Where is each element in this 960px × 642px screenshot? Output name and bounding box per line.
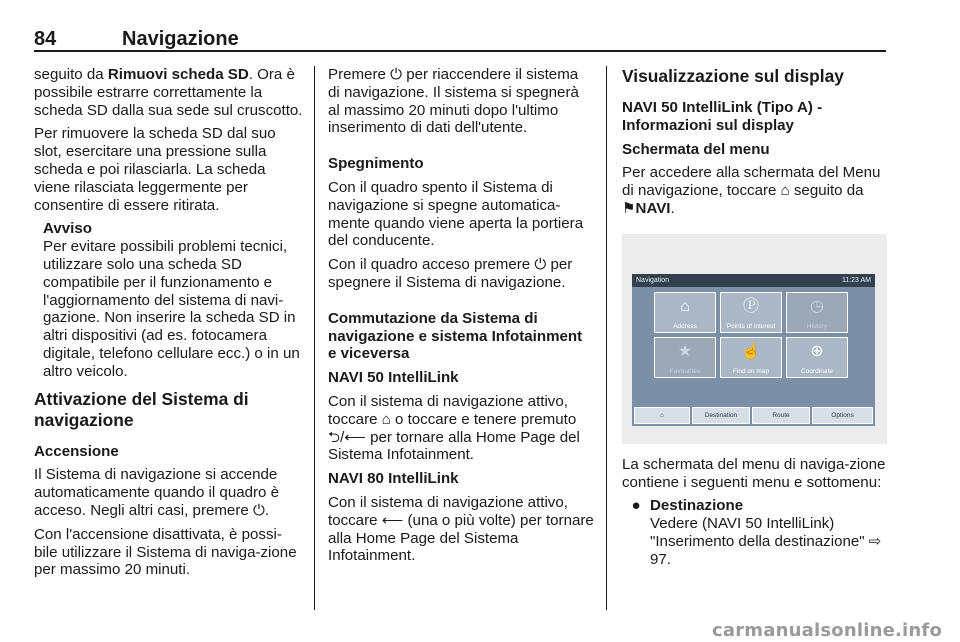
notice-box xyxy=(34,220,304,380)
paragraph: Con l'accensione disattivata, è possi-bile utilizzare il Sistema di naviga-zione per massimo 20 minuti. xyxy=(34,525,297,579)
page-number: 84 xyxy=(34,28,57,50)
menu-term: Rimuovi scheda SD xyxy=(107,66,249,83)
column-divider-2 xyxy=(606,66,607,610)
paragraph: Con il quadro spento il Sistema di navigazione si spegne automatica-mente quando viene aperta la portiera del conducente. xyxy=(328,178,584,250)
column-2 xyxy=(328,66,594,571)
list-item xyxy=(622,497,890,568)
list-item-text: Vedere (NAVI 50 IntelliLink) "Inserimento della destinazione" ⇨ 97. xyxy=(650,515,882,568)
address-tile: ⌂ Address xyxy=(654,292,716,333)
notice-text: Per evitare possibili problemi tecnici, utilizzare solo una scheda SD compatibile per il funzionamento e l'aggiornamento del sistema di navi-gazione. Non inserire la scheda SD in altri dispositivi (ad es. fotocamera digitale, telefono cellulare ecc.) o in un altro veicolo. xyxy=(43,238,300,380)
paragraph: Con il sistema di navigazione attivo, toccare ⟵ (una o più volte) per tornare alla Home Page del Sistema Infotainment. xyxy=(328,493,594,565)
star-icon: ★ xyxy=(677,342,693,360)
navigation-menu-screenshot xyxy=(622,234,887,444)
coordinate-tile: ⊕ Coordinate xyxy=(786,337,848,378)
nav-clock: 11:23 AM xyxy=(841,276,871,284)
subheading: Accensione xyxy=(34,442,119,460)
clock-icon: ◷ xyxy=(810,297,824,315)
watermark: carmanualsonline.info xyxy=(712,620,943,641)
section-heading: Visualizzazione sul display xyxy=(622,66,844,86)
column-3 xyxy=(622,66,890,569)
subheading: Spegnimento xyxy=(328,155,424,173)
options-tab: Options xyxy=(812,407,873,424)
subheading: Commutazione da Sistema di navigazione e sistema Infotainment e viceversa xyxy=(328,309,583,363)
bullet: ● xyxy=(631,497,641,515)
favourites-tile: ★ Favourites xyxy=(654,337,716,378)
paragraph: Per rimuovere la scheda SD dal suo slot, esercitare una pressione sulla scheda e poi rilasciarla. La scheda viene rilasciata leggermente per consentire di essere ritirata. xyxy=(34,125,276,214)
paragraph: Con il quadro acceso premere ⏻ per spegnere il Sistema di navigazione. xyxy=(328,256,573,291)
nav-screen-title: Navigation xyxy=(636,276,670,284)
column-1 xyxy=(34,66,304,585)
subheading: NAVI 50 IntelliLink xyxy=(328,369,459,387)
nav-status-bar xyxy=(632,274,875,287)
column-divider-1 xyxy=(314,66,315,610)
subheading: NAVI 50 IntelliLink (Tipo A) - Informazioni sul display xyxy=(622,99,823,134)
subheading: NAVI 80 IntelliLink xyxy=(328,470,459,488)
paragraph: La schermata del menu di naviga-zione contiene i seguenti menu e sottomenu: xyxy=(622,455,886,491)
paragraph: Il Sistema di navigazione si accende automaticamente quando il quadro è acceso. Negli altri casi, premere ⏻. xyxy=(34,466,280,519)
section-heading: Attivazione del Sistema di navigazione xyxy=(34,388,249,430)
subheading: Schermata del menu xyxy=(622,140,770,158)
navi-term: NAVI xyxy=(635,199,671,217)
destination-tab: Destination xyxy=(692,407,750,424)
route-tab: Route xyxy=(752,407,810,424)
history-tile: ◷ History xyxy=(786,292,848,333)
list-item-title: Destinazione xyxy=(650,497,744,515)
section-title: Navigazione xyxy=(122,28,239,50)
nav-screen xyxy=(632,274,875,426)
poi-icon: Ⓟ xyxy=(742,297,759,315)
paragraph: seguito da Rimuovi scheda SD. Ora è possibile estrarre correttamente la scheda SD dalla sua sede sul cruscotto. xyxy=(34,66,303,119)
notice-title: Avviso xyxy=(43,220,92,238)
poi-tile: Ⓟ Points of interest xyxy=(720,292,782,333)
header-rule xyxy=(34,50,886,52)
find-on-map-tile: ☝ Find on map xyxy=(720,337,782,378)
home-icon: ⌂ xyxy=(634,407,690,424)
home-icon: ⌂ xyxy=(680,297,690,315)
nav-bottom-bar xyxy=(632,405,875,426)
paragraph: Con il sistema di navigazione attivo, toccare ⌂ o toccare e tenere premuto ⮌/⟵ per tornare alla Home Page del Sistema Infotainment. xyxy=(328,392,580,464)
paragraph: Premere ⏻ per riaccendere il sistema di navigazione. Il sistema si spegnerà al massimo 20 minuti dopo l'ultimo inserimento di dati dell'utente. xyxy=(328,66,579,137)
globe-icon: ⊕ xyxy=(810,342,824,360)
paragraph: Per accedere alla schermata del Menu di navigazione, toccare ⌂ seguito da ⚑NAVI. xyxy=(622,164,881,217)
hand-icon: ☝ xyxy=(741,342,761,360)
